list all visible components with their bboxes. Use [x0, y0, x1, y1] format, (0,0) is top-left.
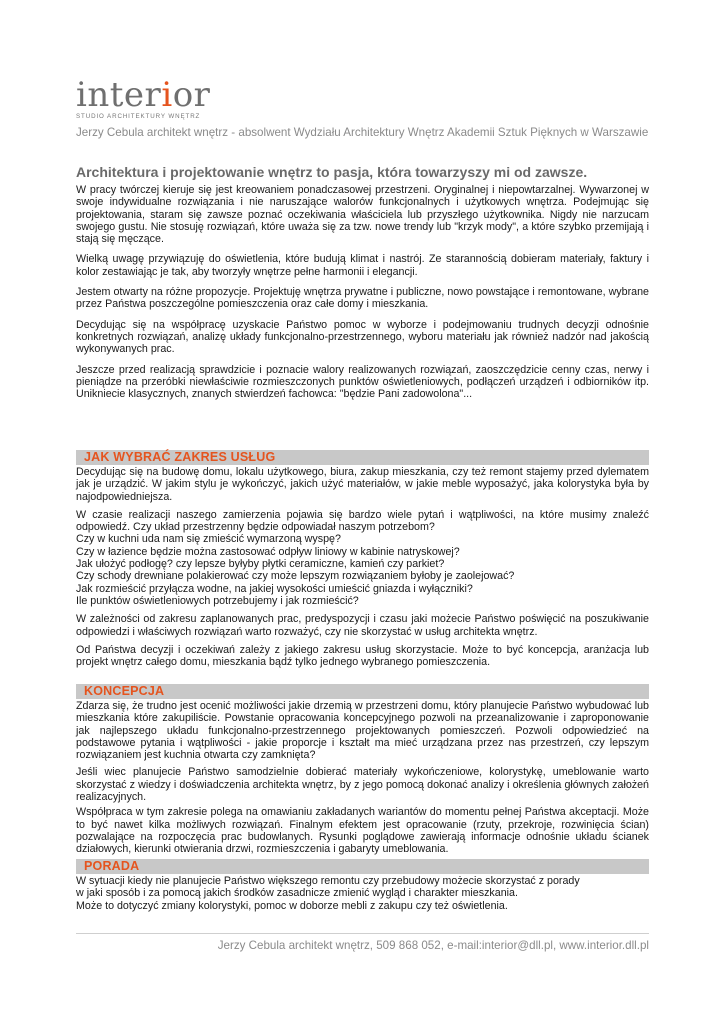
zakres-paragraph: Decydując się na budowę domu, lokalu użytkowego, biura, zakup mieszkania, czy też remont stajemy przed dylematem jak je urządzić. W jakim stylu je wykończyć, jakich użyć materiałów, w jakie meble wyposażyć, jaka kolorystyka była by najodpowiedniejsza.	[76, 466, 649, 503]
author-tagline: Jerzy Cebula architekt wnętrz - absolwent Wydziału Architektury Wnętrz Akademii Sztuk Pięknych w Warszawie	[76, 126, 649, 139]
logo-subtitle: STUDIO ARCHITEKTURY WNĘTRZ	[76, 113, 201, 120]
logo-word-start: inter	[76, 75, 162, 115]
intro-paragraph: W pracy twórczej kieruje się jest kreowaniem ponadczasowej przestrzeni. Oryginalnej i niepowtarzalnej. Wywarzonej w swoje indywidualne rozwiązania i nie naruszające walorów funkcjonalnych i użytkowych wnętrza. Podejmując się projektowania, staram się zawsze poznać oczekiwania właściciela lub przyszłego użytkownika. Nigdy nie narzucam swojego gustu. Nie stosuję rozwiązań, które uważa się za tzw. nowe trendy lub "krzyk mody", a które szybko przemijają i stają się męczące.	[76, 184, 649, 246]
section-title-koncepcja: KONCEPCJA	[84, 684, 165, 698]
section-zakres	[76, 466, 649, 676]
zakres-paragraph: W czasie realizacji naszego zamierzenia pojawia się bardzo wiele pytań i wątpliwości, na które musimy znaleźć odpowiedź. Czy układ przestrzenny będzie odpowiadał naszym potrzebom?	[76, 508, 649, 534]
section-title-porada: PORADA	[84, 859, 140, 873]
intro-paragraph: Jeszcze przed realizacją sprawdzicie i poznacie walory realizowanych rozwiązań, zaoszczędzicie cenny czas, nerwy i pieniądze na przeróbki niewłaściwie rozmieszczonych punktów oświetleniowych, podłączeń urządzeń i odbiorników itp. Unikniecie klasycznych, znanych stwierdzeń fachowca: "będzie Pani zadowolona"...	[76, 363, 649, 401]
question-line: Jak rozmieścić przyłącza wodne, na jakiej wysokości umieścić gniazda i wyłączniki?	[76, 582, 473, 595]
koncepcja-paragraph: Zdarza się, że trudno jest ocenić możliwości jakie drzemią w przestrzeni domu, który planujecie Państwo wybudować lub mieszkania które zakupiliście. Powstanie opracowania koncepcyjnego pozwoli na przeanalizowanie i zaproponowanie jak najlepszego układu funkcjonalno-przestrzennego projektowanych pomieszczeń. Pozwoli odpowiedzieć na podstawowe pytania i wątpliwości - jakie proporcje i kształt ma mieć urządzana przez nas przestrzeń, czy lepszym rozwiązaniem jest kuchnia otwarta czy zamknięta?	[76, 700, 649, 762]
question-line: Czy w łazience będzie można zastosować odpływ liniowy w kabinie natryskowej?	[76, 545, 460, 558]
question-line: Czy w kuchni uda nam się zmieścić wymarzoną wyspę?	[76, 533, 341, 546]
section-band-koncepcja	[76, 684, 649, 699]
section-band-porada	[76, 859, 649, 874]
section-band-zakres	[76, 450, 649, 465]
porada-line: Może to dotyczyć zmiany kolorystyki, pomoc w doborze mebli z zakupu czy też oświetlenia.	[76, 899, 508, 912]
zakres-paragraph: W zależności od zakresu zaplanowanych prac, predyspozycji i czasu jaki możecie Państwo poświęcić na poszukiwanie odpowiedzi i właściwych rozwiązań warto rozważyć, czy nie skorzystać w usług architekta wnętrz.	[76, 613, 649, 638]
intro-section	[76, 164, 649, 408]
intro-paragraph: Wielką uwagę przywiązuję do oświetlenia, które budują klimat i nastrój. Ze starannością dobieram materiały, faktury i kolor zestawiając je tak, aby tworzyły wnętrze pełne harmonii i elegancji.	[76, 253, 649, 278]
koncepcja-paragraph: Jeśli wiec planujecie Państwo samodzielnie dobierać materiały wykończeniowe, kolorystykę, umeblowanie warto skorzystać z wiedzy i doświadczenia architekta wnętrz, by z jego pomocą dokonać analizy i określenia głównych założeń realizacyjnych.	[76, 766, 649, 804]
question-line: Ile punktów oświetleniowych potrzebujemy i jak rozmieścić?	[76, 594, 359, 607]
footer-contact: Jerzy Cebula architekt wnętrz, 509 868 052, e-mail:interior@dll.pl, www.interior.dll.pl	[217, 939, 649, 952]
question-line: Czy schody drewniane polakierować czy może lepszym rozwiązaniem byłoby je zaolejować?	[76, 570, 515, 583]
intro-paragraph: Jestem otwarty na różne propozycje. Projektuję wnętrza prywatne i publiczne, nowo powstające i remontowane, wybrane przez Państwa poszczególne pomieszczenia oraz całe domy i mieszkania.	[76, 286, 649, 311]
zakres-paragraph: Od Państwa decyzji i oczekiwań zależy z jakiego zakresu usług skorzystacie. Może to być koncepcja, aranżacja lub projekt wnętrz całego domu, mieszkania bądź tylko jednego wybranego pomieszczenia.	[76, 643, 649, 669]
question-line: Jak ułożyć podłogę? czy lepsze byłyby płytki ceramiczne, kamień czy parkiet?	[76, 558, 445, 571]
porada-line: W sytuacji kiedy nie planujecie Państwo większego remontu czy przebudowy możecie skorzystać z porady	[76, 875, 580, 887]
logo-wordmark	[76, 75, 211, 115]
logo-word-accent: i	[161, 75, 173, 115]
page-headline: Architektura i projektowanie wnętrz to pasja, która towarzyszy mi od zawsze.	[76, 164, 588, 180]
studio-logo	[76, 75, 211, 120]
section-koncepcja	[76, 700, 649, 864]
section-porada	[76, 875, 649, 912]
section-title-zakres: JAK WYBRAĆ ZAKRES USŁUG	[84, 450, 276, 464]
intro-paragraph: Decydując się na współpracę uzyskacie Państwo pomoc w wyborze i podejmowaniu trudnych decyzji odnośnie konkretnych rozwiązań, analizę układy funkcjonalno-przestrzennego, wyboru materiału jak również nadzór nad jakością wykonywanych prac.	[76, 318, 649, 356]
porada-line: w jaki sposób i za pomocą jakich środków zasadnicze zmienić wygląd i charakter mieszkania.	[76, 887, 518, 900]
koncepcja-paragraph: Współpraca w tym zakresie polega na omawianiu zakładanych wariantów do momentu pełnej Państwa akceptacji. Może to być nawet kilka możliwych rozwiązań. Finalnym efektem jest opracowanie (rzuty, przekroje, rozwinięcia ścian) pozwalające na rozpoczęcia prac budowlanych. Rysunki poglądowe zawierają informacje odnośnie układu ścianek działowych, kierunki otwierania drzwi, rozmieszczenia i gabaryty umeblowania.	[76, 806, 649, 856]
logo-word-end: or	[172, 75, 211, 115]
footer-divider	[76, 933, 649, 934]
